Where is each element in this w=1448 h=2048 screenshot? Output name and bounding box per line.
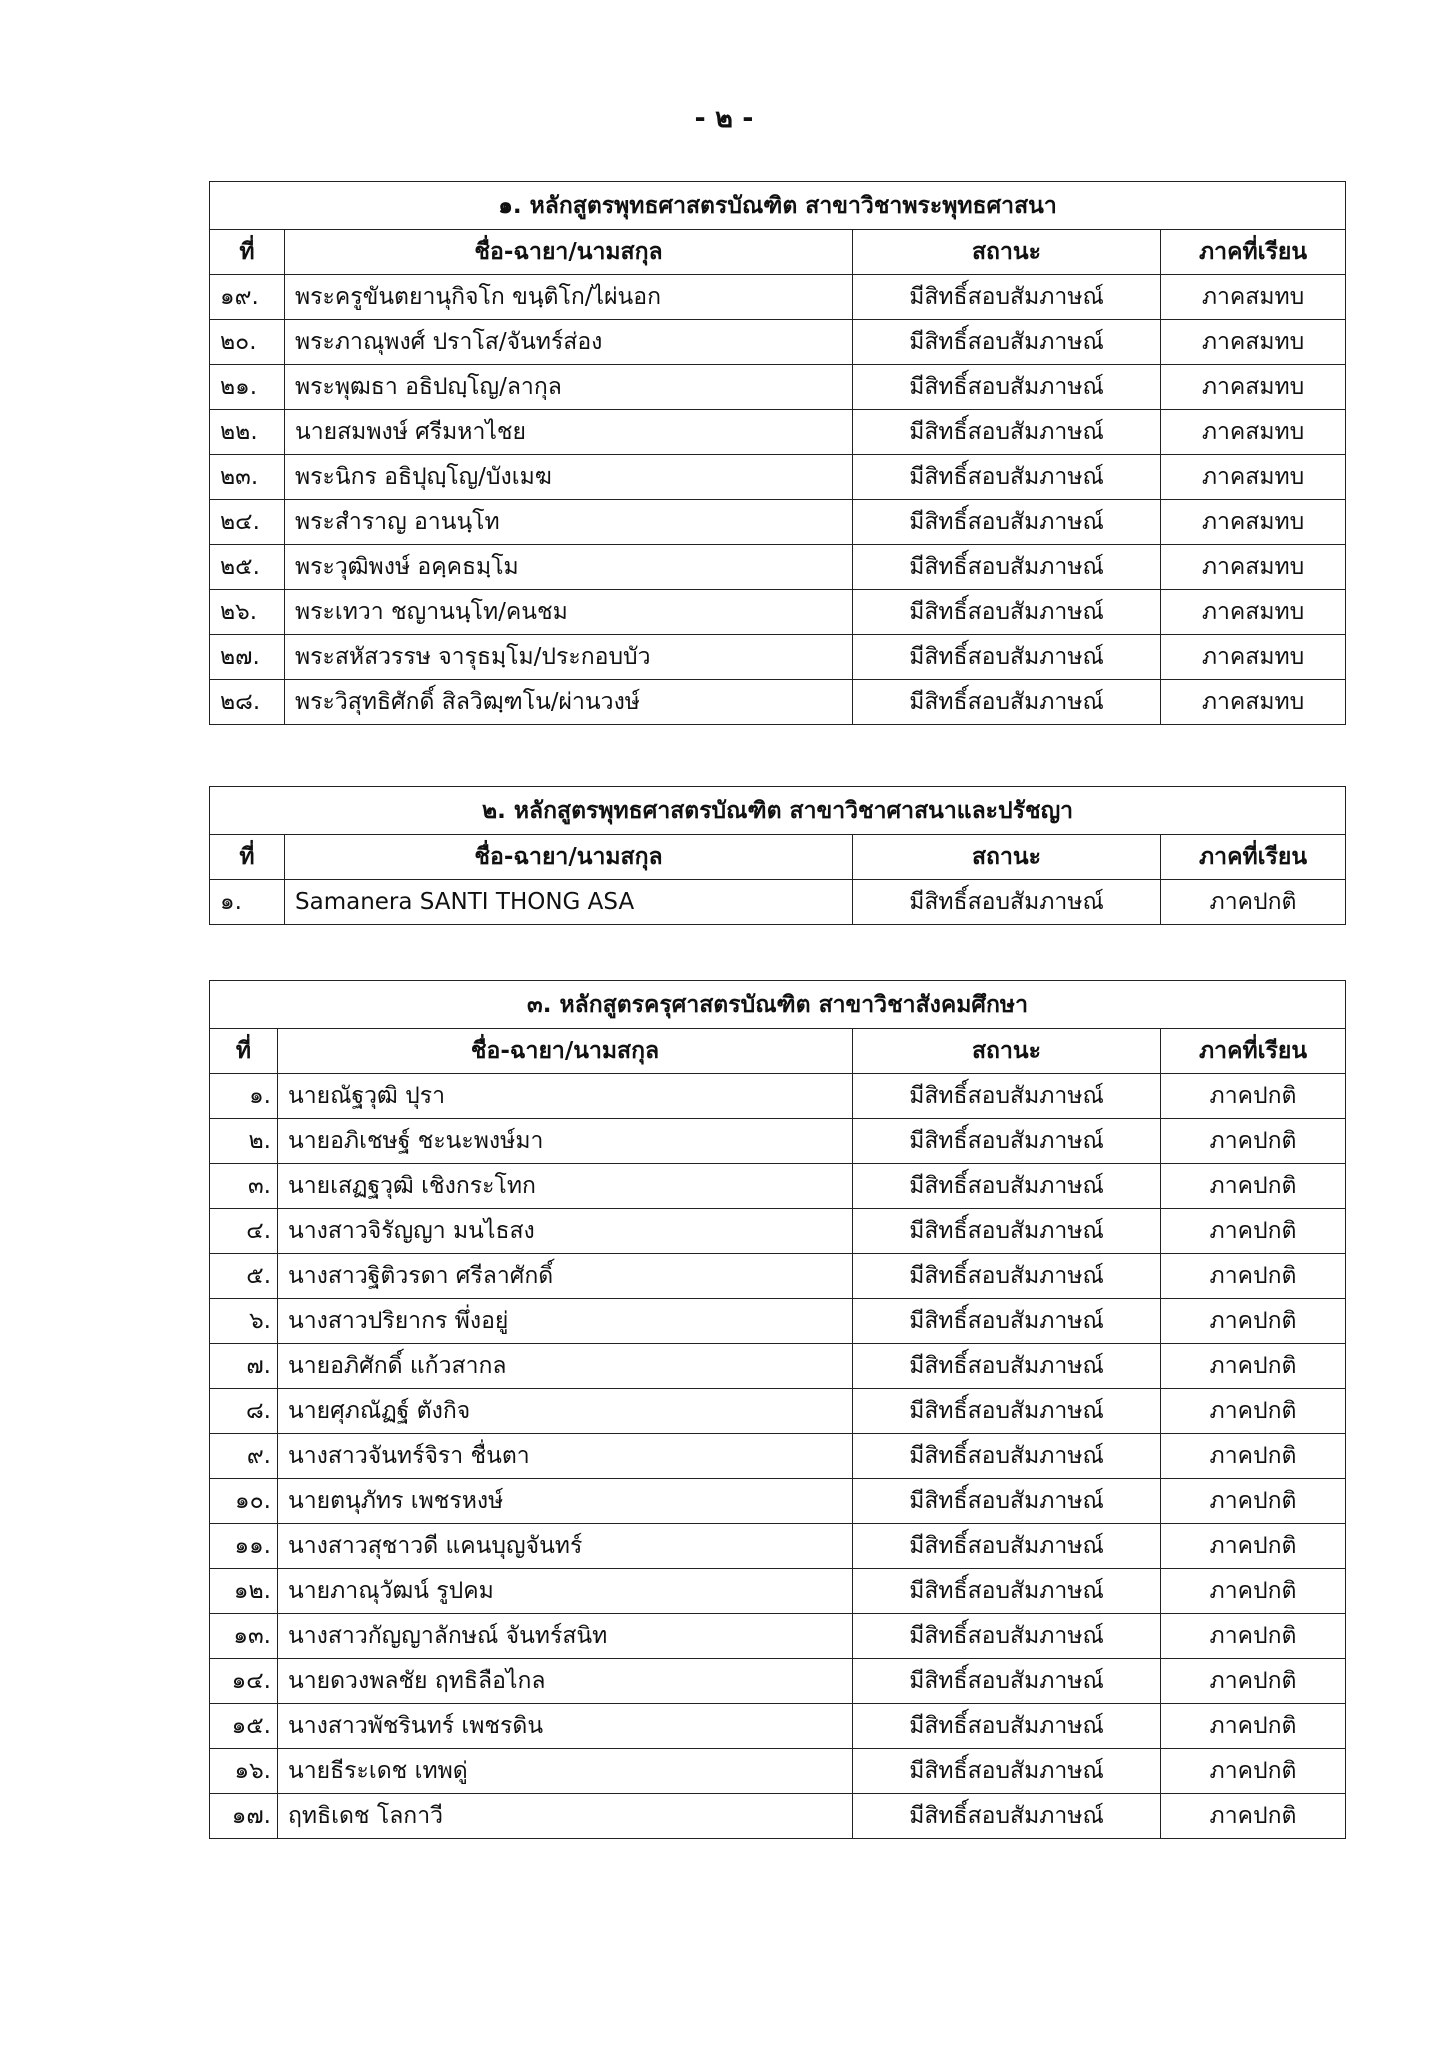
row-name: นางสาวพัชรินทร์ เพชรดิน bbox=[278, 1704, 853, 1749]
row-name: ฤทธิเดช โลกาวี bbox=[278, 1794, 853, 1839]
row-number: ๒๘. bbox=[210, 680, 285, 725]
row-status: มีสิทธิ์สอบสัมภาษณ์ bbox=[853, 1794, 1161, 1839]
row-name: พระภาณุพงศ์ ปราโส/จันทร์ส่อง bbox=[285, 320, 853, 365]
col-header-name: ชื่อ-ฉายา/นามสกุล bbox=[278, 1029, 853, 1074]
row-semester: ภาคปกติ bbox=[1161, 1119, 1346, 1164]
row-number: ๑. bbox=[210, 1074, 278, 1119]
header-row bbox=[210, 835, 1346, 880]
table-row bbox=[210, 880, 1346, 925]
row-number: ๑. bbox=[210, 880, 285, 925]
row-name: นายภาณุวัฒน์ รูปคม bbox=[278, 1569, 853, 1614]
table-row bbox=[210, 1524, 1346, 1569]
row-status: มีสิทธิ์สอบสัมภาษณ์ bbox=[853, 455, 1161, 500]
row-name: Samanera SANTI THONG ASA bbox=[285, 880, 853, 925]
col-header-name: ชื่อ-ฉายา/นามสกุล bbox=[285, 835, 853, 880]
row-number: ๑๗. bbox=[210, 1794, 278, 1839]
table-row bbox=[210, 320, 1346, 365]
row-number: ๑๐. bbox=[210, 1479, 278, 1524]
row-semester: ภาคปกติ bbox=[1161, 1254, 1346, 1299]
row-name: นางสาวสุชาวดี แคนบุญจันทร์ bbox=[278, 1524, 853, 1569]
col-header-semester: ภาคที่เรียน bbox=[1161, 835, 1346, 880]
row-number: ๑๒. bbox=[210, 1569, 278, 1614]
row-name: นางสาวปริยากร พึ่งอยู่ bbox=[278, 1299, 853, 1344]
col-header-semester: ภาคที่เรียน bbox=[1161, 230, 1346, 275]
table-row bbox=[210, 410, 1346, 455]
row-semester: ภาคสมทบ bbox=[1161, 320, 1346, 365]
row-number: ๑๖. bbox=[210, 1749, 278, 1794]
row-number: ๑๕. bbox=[210, 1704, 278, 1749]
row-semester: ภาคสมทบ bbox=[1161, 410, 1346, 455]
row-name: นายตนุภัทร เพชรหงษ์ bbox=[278, 1479, 853, 1524]
row-status: มีสิทธิ์สอบสัมภาษณ์ bbox=[853, 1524, 1161, 1569]
row-status: มีสิทธิ์สอบสัมภาษณ์ bbox=[853, 1074, 1161, 1119]
row-status: มีสิทธิ์สอบสัมภาษณ์ bbox=[853, 1614, 1161, 1659]
row-name: พระเทวา ชญานนฺโท/คนชม bbox=[285, 590, 853, 635]
row-semester: ภาคปกติ bbox=[1161, 1659, 1346, 1704]
row-name: นายอภิเชษฐ์ ชะนะพงษ์มา bbox=[278, 1119, 853, 1164]
row-semester: ภาคปกติ bbox=[1161, 1794, 1346, 1839]
row-number: ๒๔. bbox=[210, 500, 285, 545]
row-name: นายศุภณัฏฐ์ ตังกิจ bbox=[278, 1389, 853, 1434]
row-semester: ภาคสมทบ bbox=[1161, 680, 1346, 725]
row-semester: ภาคปกติ bbox=[1161, 1434, 1346, 1479]
row-number: ๑๓. bbox=[210, 1614, 278, 1659]
row-semester: ภาคสมทบ bbox=[1161, 275, 1346, 320]
row-number: ๒๑. bbox=[210, 365, 285, 410]
page-number: - ๒ - bbox=[694, 103, 754, 134]
row-semester: ภาคปกติ bbox=[1161, 1749, 1346, 1794]
row-semester: ภาคปกติ bbox=[1161, 880, 1346, 925]
table-row bbox=[210, 1344, 1346, 1389]
table-row bbox=[210, 1074, 1346, 1119]
row-number: ๒๕. bbox=[210, 545, 285, 590]
row-name: พระสำราญ อานนฺโท bbox=[285, 500, 853, 545]
row-status: มีสิทธิ์สอบสัมภาษณ์ bbox=[853, 1569, 1161, 1614]
table-row bbox=[210, 1749, 1346, 1794]
row-semester: ภาคปกติ bbox=[1161, 1299, 1346, 1344]
table-row bbox=[210, 1569, 1346, 1614]
row-number: ๑๑. bbox=[210, 1524, 278, 1569]
row-status: มีสิทธิ์สอบสัมภาษณ์ bbox=[853, 1164, 1161, 1209]
row-status: มีสิทธิ์สอบสัมภาษณ์ bbox=[853, 410, 1161, 455]
row-status: มีสิทธิ์สอบสัมภาษณ์ bbox=[853, 1119, 1161, 1164]
table-row bbox=[210, 1794, 1346, 1839]
row-number: ๒๗. bbox=[210, 635, 285, 680]
row-semester: ภาคปกติ bbox=[1161, 1614, 1346, 1659]
table-row bbox=[210, 275, 1346, 320]
col-header-status: สถานะ bbox=[853, 230, 1161, 275]
row-semester: ภาคปกติ bbox=[1161, 1344, 1346, 1389]
row-name: นายอภิศักดิ์ แก้วสากล bbox=[278, 1344, 853, 1389]
table-row bbox=[210, 1299, 1346, 1344]
row-number: ๒๐. bbox=[210, 320, 285, 365]
row-semester: ภาคสมทบ bbox=[1161, 455, 1346, 500]
table-row bbox=[210, 1704, 1346, 1749]
col-header-status: สถานะ bbox=[853, 1029, 1161, 1074]
col-header-no: ที่ bbox=[210, 230, 285, 275]
col-header-no: ที่ bbox=[210, 1029, 278, 1074]
row-number: ๔. bbox=[210, 1209, 278, 1254]
row-status: มีสิทธิ์สอบสัมภาษณ์ bbox=[853, 1389, 1161, 1434]
row-number: ๗. bbox=[210, 1344, 278, 1389]
section-title: ๒. หลักสูตรพุทธศาสตรบัณฑิต สาขาวิชาศาสนาและปรัชญา bbox=[210, 787, 1346, 835]
row-semester: ภาคปกติ bbox=[1161, 1074, 1346, 1119]
row-status: มีสิทธิ์สอบสัมภาษณ์ bbox=[853, 1434, 1161, 1479]
row-name: นายณัฐวุฒิ ปุรา bbox=[278, 1074, 853, 1119]
section-rows bbox=[210, 880, 1346, 925]
section-rows bbox=[210, 275, 1346, 725]
row-name: พระวุฒิพงษ์ อคฺคธมฺโม bbox=[285, 545, 853, 590]
row-name: นายดวงพลชัย ฤทธิลือไกล bbox=[278, 1659, 853, 1704]
row-name: พระพุฒธา อธิปญฺโญ/ลากุล bbox=[285, 365, 853, 410]
table-row bbox=[210, 545, 1346, 590]
table-row bbox=[210, 1119, 1346, 1164]
section-title: ๑. หลักสูตรพุทธศาสตรบัณฑิต สาขาวิชาพระพุทธศาสนา bbox=[210, 182, 1346, 230]
row-name: นางสาวจันทร์จิรา ชื่นตา bbox=[278, 1434, 853, 1479]
row-number: ๒. bbox=[210, 1119, 278, 1164]
col-header-status: สถานะ bbox=[853, 835, 1161, 880]
row-name: นางสาวจิรัญญา มนไธสง bbox=[278, 1209, 853, 1254]
col-header-name: ชื่อ-ฉายา/นามสกุล bbox=[285, 230, 853, 275]
row-name: พระวิสุทธิศักดิ์ สิลวิฒฺฑโน/ผ่านวงษ์ bbox=[285, 680, 853, 725]
row-name: นายสมพงษ์ ศรีมหาไชย bbox=[285, 410, 853, 455]
row-number: ๘. bbox=[210, 1389, 278, 1434]
row-number: ๙. bbox=[210, 1434, 278, 1479]
table-row bbox=[210, 365, 1346, 410]
table-row bbox=[210, 1659, 1346, 1704]
table-row bbox=[210, 680, 1346, 725]
row-semester: ภาคสมทบ bbox=[1161, 500, 1346, 545]
section-table-3 bbox=[209, 980, 1346, 1839]
row-name: พระนิกร อธิปุญฺโญ/บังเมฆ bbox=[285, 455, 853, 500]
row-name: พระครูขันตยานุกิจโก ขนฺติโก/ไผ่นอก bbox=[285, 275, 853, 320]
table-row bbox=[210, 635, 1346, 680]
row-name: นางสาวกัญญาลักษณ์ จันทร์สนิท bbox=[278, 1614, 853, 1659]
table-row bbox=[210, 1479, 1346, 1524]
row-number: ๑๙. bbox=[210, 275, 285, 320]
row-semester: ภาคสมทบ bbox=[1161, 365, 1346, 410]
col-header-semester: ภาคที่เรียน bbox=[1161, 1029, 1346, 1074]
row-status: มีสิทธิ์สอบสัมภาษณ์ bbox=[853, 1209, 1161, 1254]
section-table-1 bbox=[209, 181, 1346, 725]
row-status: มีสิทธิ์สอบสัมภาษณ์ bbox=[853, 545, 1161, 590]
row-status: มีสิทธิ์สอบสัมภาษณ์ bbox=[853, 880, 1161, 925]
row-number: ๒๒. bbox=[210, 410, 285, 455]
row-status: มีสิทธิ์สอบสัมภาษณ์ bbox=[853, 1254, 1161, 1299]
row-number: ๖. bbox=[210, 1299, 278, 1344]
row-status: มีสิทธิ์สอบสัมภาษณ์ bbox=[853, 1344, 1161, 1389]
row-status: มีสิทธิ์สอบสัมภาษณ์ bbox=[853, 680, 1161, 725]
table-row bbox=[210, 500, 1346, 545]
table-row bbox=[210, 590, 1346, 635]
row-status: มีสิทธิ์สอบสัมภาษณ์ bbox=[853, 275, 1161, 320]
row-status: มีสิทธิ์สอบสัมภาษณ์ bbox=[853, 500, 1161, 545]
table-row bbox=[210, 1164, 1346, 1209]
row-semester: ภาคปกติ bbox=[1161, 1164, 1346, 1209]
col-header-no: ที่ bbox=[210, 835, 285, 880]
row-semester: ภาคปกติ bbox=[1161, 1479, 1346, 1524]
row-semester: ภาคปกติ bbox=[1161, 1569, 1346, 1614]
row-semester: ภาคปกติ bbox=[1161, 1524, 1346, 1569]
row-status: มีสิทธิ์สอบสัมภาษณ์ bbox=[853, 1299, 1161, 1344]
header-row bbox=[210, 1029, 1346, 1074]
row-semester: ภาคสมทบ bbox=[1161, 545, 1346, 590]
row-number: ๒๓. bbox=[210, 455, 285, 500]
row-status: มีสิทธิ์สอบสัมภาษณ์ bbox=[853, 320, 1161, 365]
table-row bbox=[210, 1209, 1346, 1254]
row-name: พระสหัสวรรษ จารุธมฺโม/ประกอบบัว bbox=[285, 635, 853, 680]
row-semester: ภาคสมทบ bbox=[1161, 635, 1346, 680]
table-row bbox=[210, 1434, 1346, 1479]
row-number: ๕. bbox=[210, 1254, 278, 1299]
row-number: ๒๖. bbox=[210, 590, 285, 635]
row-semester: ภาคปกติ bbox=[1161, 1704, 1346, 1749]
row-name: นายธีระเดช เทพดู่ bbox=[278, 1749, 853, 1794]
row-name: นายเสฏฐวุฒิ เชิงกระโทก bbox=[278, 1164, 853, 1209]
row-status: มีสิทธิ์สอบสัมภาษณ์ bbox=[853, 635, 1161, 680]
row-semester: ภาคสมทบ bbox=[1161, 590, 1346, 635]
row-semester: ภาคปกติ bbox=[1161, 1389, 1346, 1434]
row-status: มีสิทธิ์สอบสัมภาษณ์ bbox=[853, 1704, 1161, 1749]
row-status: มีสิทธิ์สอบสัมภาษณ์ bbox=[853, 590, 1161, 635]
row-status: มีสิทธิ์สอบสัมภาษณ์ bbox=[853, 365, 1161, 410]
table-row bbox=[210, 1254, 1346, 1299]
section-title: ๓. หลักสูตรครุศาสตรบัณฑิต สาขาวิชาสังคมศึกษา bbox=[210, 981, 1346, 1029]
row-number: ๑๔. bbox=[210, 1659, 278, 1704]
table-row bbox=[210, 455, 1346, 500]
row-status: มีสิทธิ์สอบสัมภาษณ์ bbox=[853, 1749, 1161, 1794]
section-table-2 bbox=[209, 786, 1346, 925]
row-status: มีสิทธิ์สอบสัมภาษณ์ bbox=[853, 1659, 1161, 1704]
row-name: นางสาวฐิติวรดา ศรีลาศักดิ์ bbox=[278, 1254, 853, 1299]
row-status: มีสิทธิ์สอบสัมภาษณ์ bbox=[853, 1479, 1161, 1524]
header-row bbox=[210, 230, 1346, 275]
table-row bbox=[210, 1389, 1346, 1434]
row-number: ๓. bbox=[210, 1164, 278, 1209]
row-semester: ภาคปกติ bbox=[1161, 1209, 1346, 1254]
section-rows bbox=[210, 1074, 1346, 1839]
table-row bbox=[210, 1614, 1346, 1659]
